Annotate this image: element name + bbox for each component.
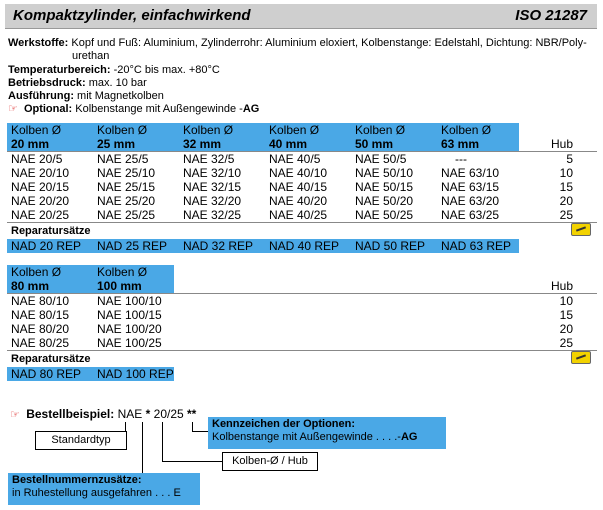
table-cell: NAE 25/15 bbox=[97, 180, 156, 194]
table-row bbox=[7, 166, 597, 180]
options-box bbox=[208, 417, 446, 449]
table-cell: NAE 32/5 bbox=[183, 152, 235, 166]
spec-value-cont: urethan bbox=[72, 50, 110, 62]
table-row bbox=[7, 322, 597, 336]
table-cell: NAE 32/25 bbox=[183, 208, 242, 222]
header-size: 50 mm bbox=[351, 137, 437, 152]
spec-optional bbox=[8, 103, 259, 116]
header-label: Kolben Ø bbox=[265, 123, 351, 137]
table-cell: NAE 80/25 bbox=[11, 336, 70, 350]
kolben-hub-box: Kolben-Ø / Hub bbox=[222, 452, 318, 471]
table-cell: NAE 50/25 bbox=[355, 208, 414, 222]
table-header-row bbox=[7, 123, 597, 137]
table-cell: --- bbox=[455, 152, 467, 166]
repair-title: Reparatursätze bbox=[11, 225, 91, 237]
spec-label: Temperaturbereich: bbox=[8, 64, 111, 76]
header-label: Kolben Ø bbox=[93, 123, 179, 137]
order-example bbox=[10, 407, 196, 421]
options-code: AG bbox=[400, 431, 418, 443]
header-label: Kolben Ø bbox=[179, 123, 265, 137]
options-text: Kolbenstange mit Außengewinde . . . .- bbox=[212, 431, 401, 443]
table-header-row bbox=[7, 279, 597, 294]
pointing-hand-icon: ☞ bbox=[8, 103, 18, 115]
connector-line bbox=[142, 422, 143, 480]
table-cell: NAE 32/20 bbox=[183, 194, 242, 208]
table-cell: NAE 50/5 bbox=[355, 152, 407, 166]
table-cell: NAE 25/20 bbox=[97, 194, 156, 208]
table-cell: NAE 100/25 bbox=[97, 336, 162, 350]
table-row bbox=[7, 336, 597, 351]
zusatz-text: in Ruhestellung ausgefahren . . . E bbox=[12, 487, 181, 499]
table-cell: NAE 32/15 bbox=[183, 180, 242, 194]
spec-value: -20°C bis max. +80°C bbox=[113, 64, 220, 76]
hub-cell: 10 bbox=[559, 294, 573, 308]
table-row bbox=[7, 180, 597, 194]
spec-label: Betriebsdruck: bbox=[8, 77, 86, 89]
order-code-value: 20/25 bbox=[153, 407, 184, 421]
table-cell: NAE 100/15 bbox=[97, 308, 162, 322]
hub-cell: 25 bbox=[559, 336, 573, 350]
repair-cell: NAD 50 REP bbox=[351, 239, 437, 253]
standard-type-box: Standardtyp bbox=[35, 431, 127, 450]
table-header-row bbox=[7, 137, 597, 152]
zusatz-title: Bestellnummernzusätze: bbox=[12, 474, 142, 486]
table-cell: NAE 20/25 bbox=[11, 208, 70, 222]
table-cell: NAE 50/10 bbox=[355, 166, 414, 180]
repair-title-row bbox=[7, 223, 597, 240]
table-cell: NAE 63/15 bbox=[441, 180, 500, 194]
table-cell: NAE 40/25 bbox=[269, 208, 328, 222]
header-label: Kolben Ø bbox=[7, 265, 93, 279]
hub-cell: 10 bbox=[559, 166, 573, 180]
repair-title: Reparatursätze bbox=[11, 353, 91, 365]
option-code: AG bbox=[242, 103, 260, 115]
repair-cell: NAD 80 REP bbox=[7, 367, 93, 381]
header-label: Kolben Ø bbox=[351, 123, 437, 137]
table-cell: NAE 40/5 bbox=[269, 152, 321, 166]
connector-line bbox=[162, 422, 163, 462]
header-label: Kolben Ø bbox=[437, 123, 519, 137]
repair-cell: NAD 25 REP bbox=[93, 239, 179, 253]
header-size: 80 mm bbox=[7, 279, 93, 294]
repair-cell: NAD 63 REP bbox=[437, 239, 519, 253]
table-cell: NAE 20/5 bbox=[11, 152, 63, 166]
table-cell: NAE 25/25 bbox=[97, 208, 156, 222]
hub-cell: 25 bbox=[559, 208, 573, 222]
zusatz-box bbox=[8, 473, 200, 505]
repair-row bbox=[7, 367, 597, 381]
header-label: Kolben Ø bbox=[7, 123, 93, 137]
options-title: Kennzeichen der Optionen: bbox=[212, 418, 356, 430]
hub-header: Hub bbox=[550, 137, 573, 151]
hub-cell: 20 bbox=[559, 194, 573, 208]
spec-label: Optional: bbox=[23, 103, 73, 115]
header-size: 32 mm bbox=[179, 137, 265, 152]
table-cell: NAE 50/20 bbox=[355, 194, 414, 208]
table-cell: NAE 20/10 bbox=[11, 166, 70, 180]
repair-title-row bbox=[7, 351, 597, 368]
table-cell: NAE 40/20 bbox=[269, 194, 328, 208]
order-star-2: ** bbox=[187, 407, 197, 421]
page-title: Kompaktzylinder, einfachwirkend bbox=[13, 7, 251, 24]
cylinder-table-2 bbox=[7, 265, 597, 381]
table-cell: NAE 50/15 bbox=[355, 180, 414, 194]
order-code-prefix: NAE bbox=[117, 407, 143, 421]
hub-cell: 20 bbox=[559, 322, 573, 336]
table-cell: NAE 20/15 bbox=[11, 180, 70, 194]
table-cell: NAE 80/15 bbox=[11, 308, 70, 322]
order-star: * bbox=[145, 407, 151, 421]
wrench-icon bbox=[571, 351, 591, 364]
header-size: 25 mm bbox=[93, 137, 179, 152]
spec-value: Kolbenstange mit Außengewinde - bbox=[75, 103, 243, 115]
spec-temperatur bbox=[8, 64, 220, 77]
table-cell: NAE 25/10 bbox=[97, 166, 156, 180]
repair-cell: NAD 32 REP bbox=[179, 239, 265, 253]
table-cell: NAE 100/20 bbox=[97, 322, 162, 336]
spec-value: max. 10 bar bbox=[88, 77, 147, 89]
table-row bbox=[7, 152, 597, 167]
repair-cell: NAD 100 REP bbox=[93, 367, 174, 381]
table-cell: NAE 32/10 bbox=[183, 166, 242, 180]
page-header bbox=[5, 4, 597, 29]
table-cell: NAE 20/20 bbox=[11, 194, 70, 208]
table-row bbox=[7, 194, 597, 208]
table-cell: NAE 63/25 bbox=[441, 208, 500, 222]
header-label: Kolben Ø bbox=[93, 265, 174, 279]
repair-cell: NAD 40 REP bbox=[265, 239, 351, 253]
spec-value: mit Magnetkolben bbox=[77, 90, 164, 102]
spec-value: Kopf und Fuß: Aluminium, Zylinderrohr: Aluminium eloxiert, Kolbenstange: Edelstahl, Dichtung: NBR/Poly- bbox=[71, 37, 587, 49]
hub-cell: 15 bbox=[559, 308, 573, 322]
table-cell: NAE 80/20 bbox=[11, 322, 70, 336]
connector-line bbox=[162, 461, 222, 462]
table-header-row bbox=[7, 265, 597, 279]
table-cell: NAE 40/10 bbox=[269, 166, 328, 180]
table-cell: NAE 25/5 bbox=[97, 152, 149, 166]
table-cell: NAE 63/10 bbox=[441, 166, 500, 180]
wrench-icon bbox=[571, 223, 591, 236]
header-size: 63 mm bbox=[437, 137, 519, 152]
table-row bbox=[7, 308, 597, 322]
table-cell: NAE 40/15 bbox=[269, 180, 328, 194]
spec-ausfuehrung bbox=[8, 90, 164, 103]
table-cell: NAE 80/10 bbox=[11, 294, 70, 308]
connector-line bbox=[192, 431, 208, 432]
header-size: 40 mm bbox=[265, 137, 351, 152]
spec-label: Werkstoffe: bbox=[8, 37, 69, 49]
standard-label: ISO 21287 bbox=[515, 7, 587, 24]
hub-header: Hub bbox=[550, 279, 573, 293]
spec-werkstoffe bbox=[8, 37, 598, 63]
table-cell: NAE 63/20 bbox=[441, 194, 500, 208]
table-cell: NAE 100/10 bbox=[97, 294, 162, 308]
cylinder-table-1 bbox=[7, 123, 597, 253]
header-size: 20 mm bbox=[7, 137, 93, 152]
spec-druck bbox=[8, 77, 147, 90]
repair-cell: NAD 20 REP bbox=[7, 239, 93, 253]
pointing-hand-icon: ☞ bbox=[10, 409, 20, 421]
hub-cell: 15 bbox=[559, 180, 573, 194]
table-row bbox=[7, 294, 597, 309]
order-label: Bestellbeispiel: bbox=[26, 407, 115, 421]
repair-row bbox=[7, 239, 597, 253]
spec-label: Ausführung: bbox=[8, 90, 74, 102]
table-row bbox=[7, 208, 597, 223]
header-size: 100 mm bbox=[93, 279, 174, 294]
hub-cell: 5 bbox=[566, 152, 573, 166]
